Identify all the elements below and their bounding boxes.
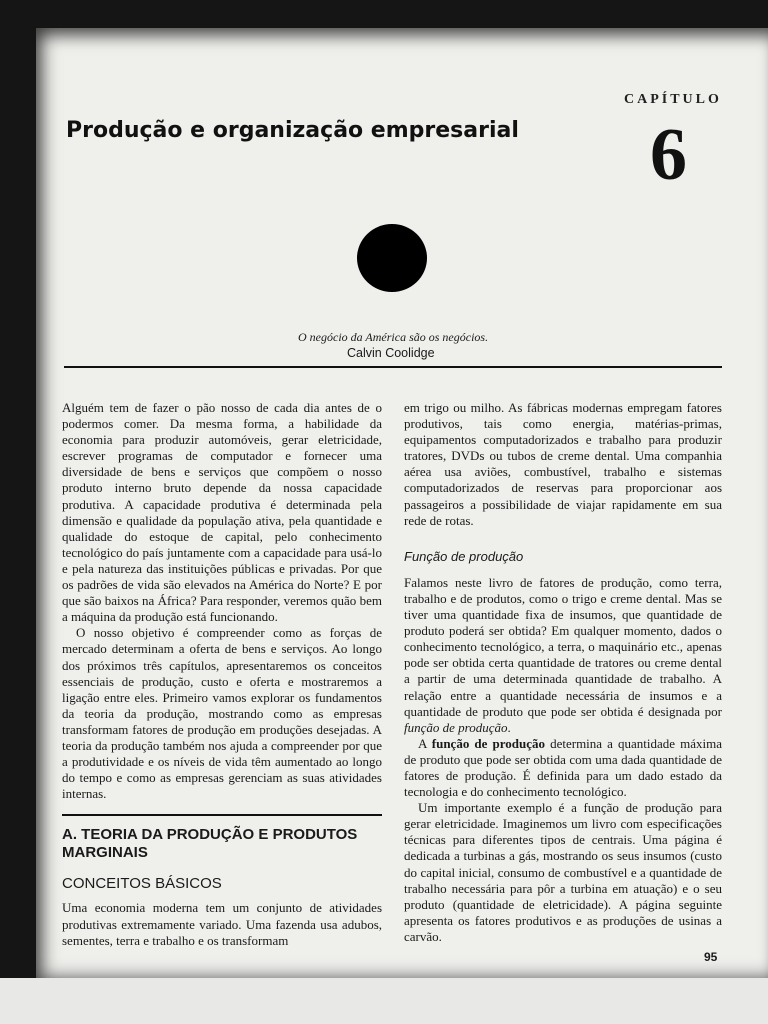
chapter-label: CAPÍTULO [624,92,722,107]
definition-paragraph [404,736,722,800]
basic-concepts-paragraph: Uma economia moderna tem um conjunto de atividades produtivas extremamente variado. Uma fazenda usa adubos, sementes, terra e trabalho e os transformam [62,900,382,948]
chapter-title: Produção e organização empresarial [66,118,519,143]
pf-period: . [507,719,511,735]
def-text: determina a quantidade máxima de produto que pode ser obtida com uma dada quantidade de fatores de produção. É definida para um dado estado da tecnologia e do conhecimento tecnológico. [404,735,723,800]
chapter-number: 6 [650,114,687,196]
intro-paragraph: Alguém tem de fazer o pão nosso de cada dia antes de o podermos comer. Da mesma forma, a habilidade da economia para produzir automóveis, gerar eletricidade, escrever programas de computador e fornecer uma diversidade de bens e serviços que compõem o nosso produto interno bruto depende da nossa capacidade produtiva. A capacidade produtiva é determinada pela dimensão e qualidade da população ativa, pela quantidade e qualidade do estoque de capital, pelo conhecimento tecnológico do país juntamente com a capacidade para usá-lo e pela natureza das instituições públicas e privadas. Por que os padrões de vida são elevados na América do Norte? E por que são baixos na África? Para responder, veremos quão bem a máquina da produção está funcionando. [62,400,382,625]
pf-term: função de produção [404,719,508,735]
right-column [404,400,722,945]
epigraph-quote: O negócio da América são os negócios. [298,330,489,344]
page-number: 95 [704,950,718,964]
section-divider [62,814,382,816]
production-function-heading: Função de produção [404,548,524,564]
electricity-example-paragraph: Um importante exemplo é a função de produção para gerar eletricidade. Imaginemos um livro com especificações técnicas para diferentes tipos de centrais. Uma página é dedicada a turbinas a gás, mostrando os seus insumos (custo do capital inicial, consumo de combustível e a quantidade de trabalho necessária para pôr a turbina em atuação) e o seu produto (quantidade de eletricidade). A página seguinte apresenta os fatores produtivos e as produções de usinas a carvão. [404,800,722,944]
page-bottom-margin [0,978,768,1024]
continuation-paragraph: em trigo ou milho. As fábricas modernas empregam fatores produtivos, tais como energia, matérias-primas, equipamentos computadorizados e trabalho para produzir tratores, DVDs ou tubos de creme dental. Uma companhia aérea usa aviões, combustível, trabalho e sistemas computadorizados de reservas para proporcionar aos passageiros a possibilidade de viajar rapidamente em sua rede de rotas. [404,400,722,528]
def-prefix: A [418,735,432,751]
header-divider [64,366,722,368]
production-function-paragraph [404,575,722,736]
epigraph-author: Calvin Coolidge [347,346,435,360]
def-term: função de produção [431,735,545,751]
section-title: A. TEORIA DA PRODUÇÃO E PRODUTOS MARGINAIS [62,826,358,862]
subsection-title: CONCEITOS BÁSICOS [62,875,222,893]
ink-blot-decoration [357,224,427,292]
objective-paragraph: O nosso objetivo é compreender como as forças de mercado determinam a oferta de bens e serviços. Ao longo dos próximos três capítulos, apresentaremos os conceitos essenciais de produção, custo e oferta e mostraremos a ligação entre eles. Primeiro vamos explorar os fundamentos da teoria da produção, mostrando como as empresas transformam fatores de produção em produções desejadas. A teoria da produção também nos ajuda a compreender por que a produtividade e os níveis de vida têm aumentado ao longo do tempo e como as empresas gerenciam as suas atividades internas. [62,625,382,802]
left-column [62,400,382,949]
pf-text: Falamos neste livro de fatores de produção, como terra, trabalho e de produtos, como o trigo e creme dental. Mas se tiver uma quantidade fixa de insumos, que quantidade de produto poderá ser obtida? Em qualquer momento, dados o conhecimento tecnológico, a terra, o maquinário etc., apenas pode ser obtida certa quantidade de tratores ou creme dental a partir de uma determinada quantidade de trabalho. A relação entre a quantidade necessária de insumos e a quantidade de produto que pode ser obtida é designada por [404,574,722,719]
